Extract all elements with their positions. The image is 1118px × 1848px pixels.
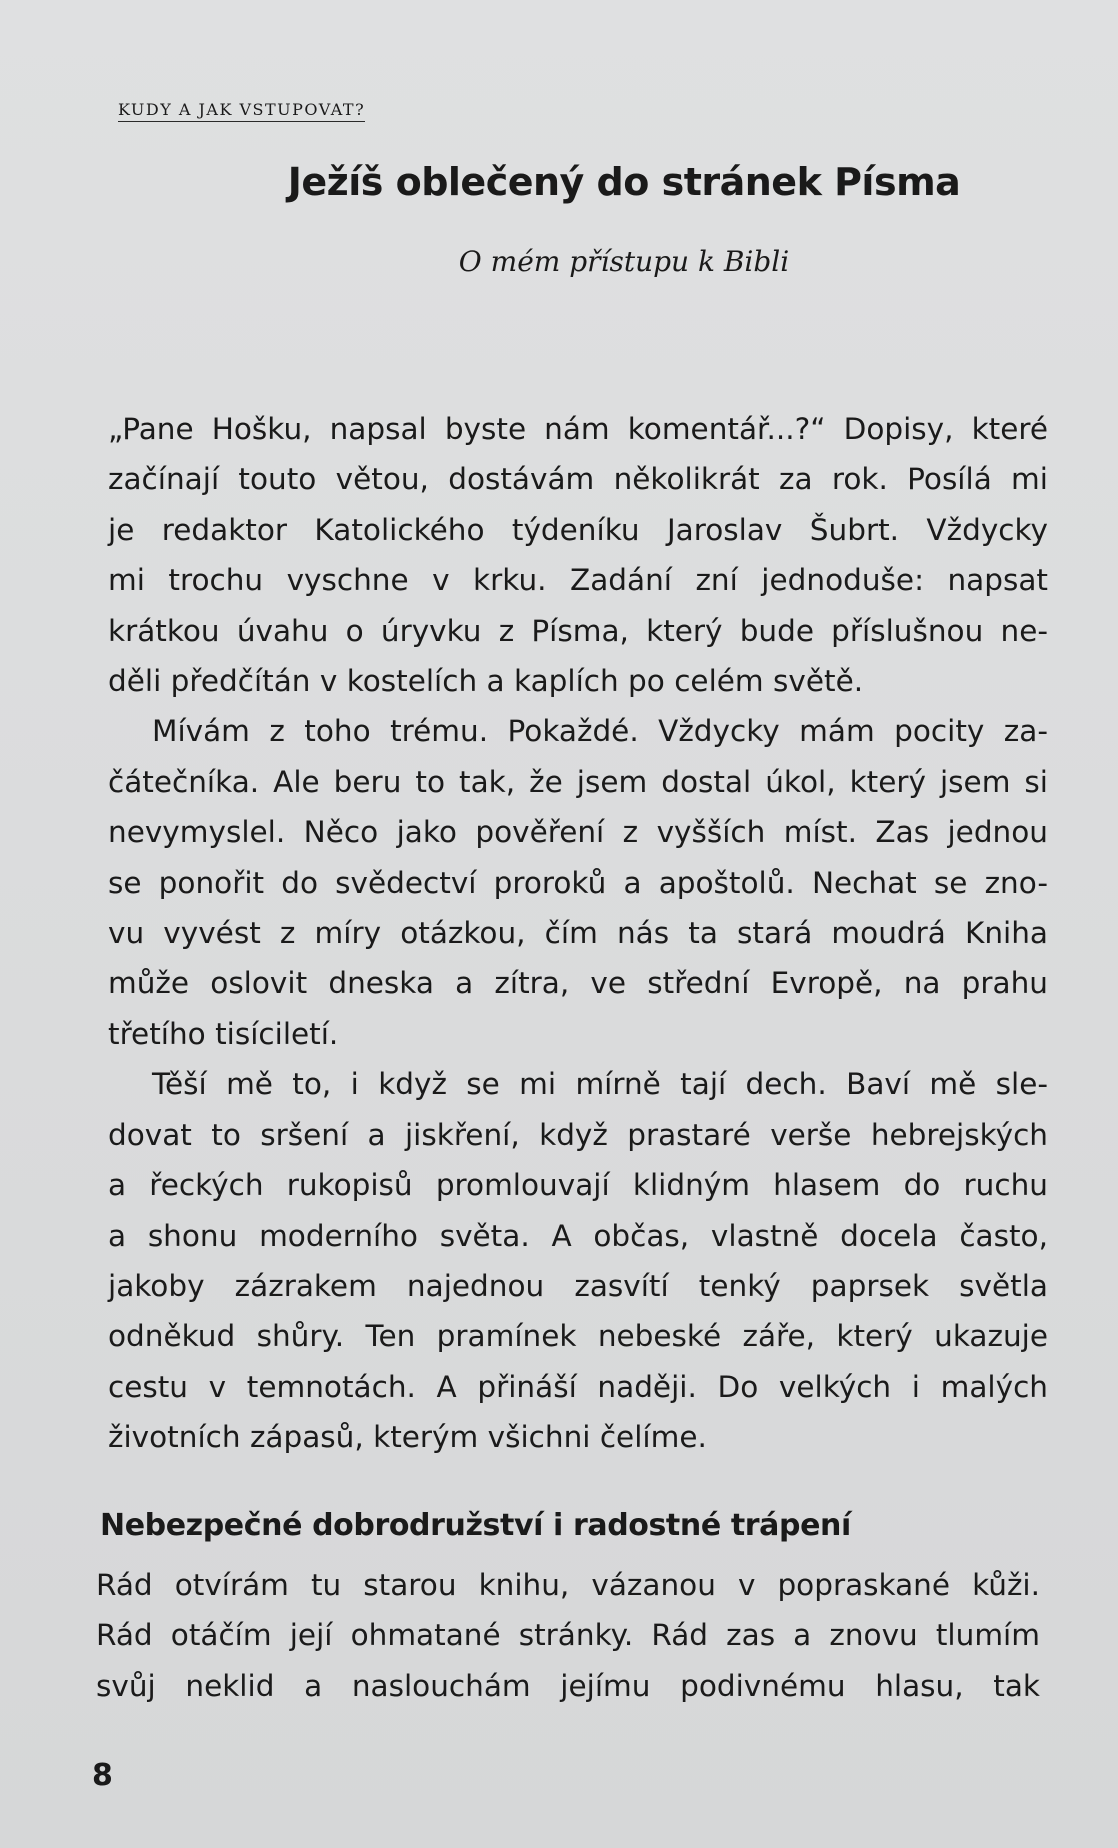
section-heading: Nebezpečné dobrodružství i radostné trápení [100, 1508, 851, 1543]
text-line: děli předčítán v kostelích a kaplích po celém světě. [108, 664, 864, 699]
text-line: krátkou úvahu o úryvku z Písma, který bude příslušnou ne- [108, 613, 1048, 648]
text-line: Mívám z toho trému. Pokaždé. Vždycky mám pocity za- [152, 714, 1048, 749]
paragraph-3 [108, 1059, 1048, 1462]
text-line: a řeckých rukopisů promlouvají klidným hlasem do ruchu [108, 1168, 1048, 1203]
paragraph-2 [108, 706, 1048, 1059]
text-line: je redaktor Katolického týdeníku Jaroslav Šubrt. Vždycky [108, 512, 1048, 547]
chapter-body [108, 404, 1048, 1463]
text-line: jakoby zázrakem najednou zasvítí tenký paprsek světla [108, 1268, 1048, 1303]
text-line: a shonu moderního světa. A občas, vlastně docela často, [108, 1218, 1048, 1253]
text-line: Těší mě to, i když se mi mírně tají dech. Baví mě sle- [152, 1067, 1048, 1102]
text-line: Rád otáčím její ohmatané stránky. Rád zas a znovu tlumím [96, 1618, 1040, 1653]
text-line: začínají touto větou, dostávám několikrát za rok. Posílá mi [108, 462, 1048, 497]
text-line: nevymyslel. Něco jako pověření z vyšších míst. Zas jednou [108, 815, 1048, 850]
text-line: čátečníka. Ale beru to tak, že jsem dostal úkol, který jsem si [108, 764, 1048, 799]
text-line: se ponořit do svědectví proroků a apoštolů. Nechat se zno- [108, 865, 1048, 900]
text-line: může oslovit dneska a zítra, ve střední Evropě, na prahu [108, 966, 1048, 1001]
text-line: vu vyvést z míry otázkou, čím nás ta stará moudrá Kniha [108, 916, 1048, 951]
section-body [96, 1560, 1040, 1711]
chapter-title: Ježíš oblečený do stránek Písma [287, 160, 961, 204]
text-line: cestu v temnotách. A přináší naději. Do velkých i malých [108, 1369, 1048, 1404]
text-line: třetího tisíciletí. [108, 1016, 339, 1051]
running-header: KUDY A JAK VSTUPOVAT? [118, 100, 365, 122]
page-number: 8 [92, 1758, 113, 1793]
text-line: svůj neklid a naslouchám jejímu podivnému hlasu, tak [96, 1668, 1040, 1703]
text-line: dovat to sršení a jiskření, když prastaré verše hebrejských [108, 1117, 1048, 1152]
paragraph-1 [108, 404, 1048, 706]
chapter-subtitle: O mém přístupu k Bibli [458, 245, 790, 278]
text-line: odněkud shůry. Ten pramínek nebeské záře, který ukazuje [108, 1319, 1048, 1354]
text-line: „Pane Hošku, napsal byste nám komentář...?“ Dopisy, které [108, 412, 1048, 446]
text-line: životních zápasů, kterým všichni čelíme. [108, 1420, 707, 1455]
text-line: mi trochu vyschne v krku. Zadání zní jednoduše: napsat [108, 563, 1048, 598]
text-line: Rád otvírám tu starou knihu, vázanou v popraskané kůži. [96, 1568, 1040, 1602]
